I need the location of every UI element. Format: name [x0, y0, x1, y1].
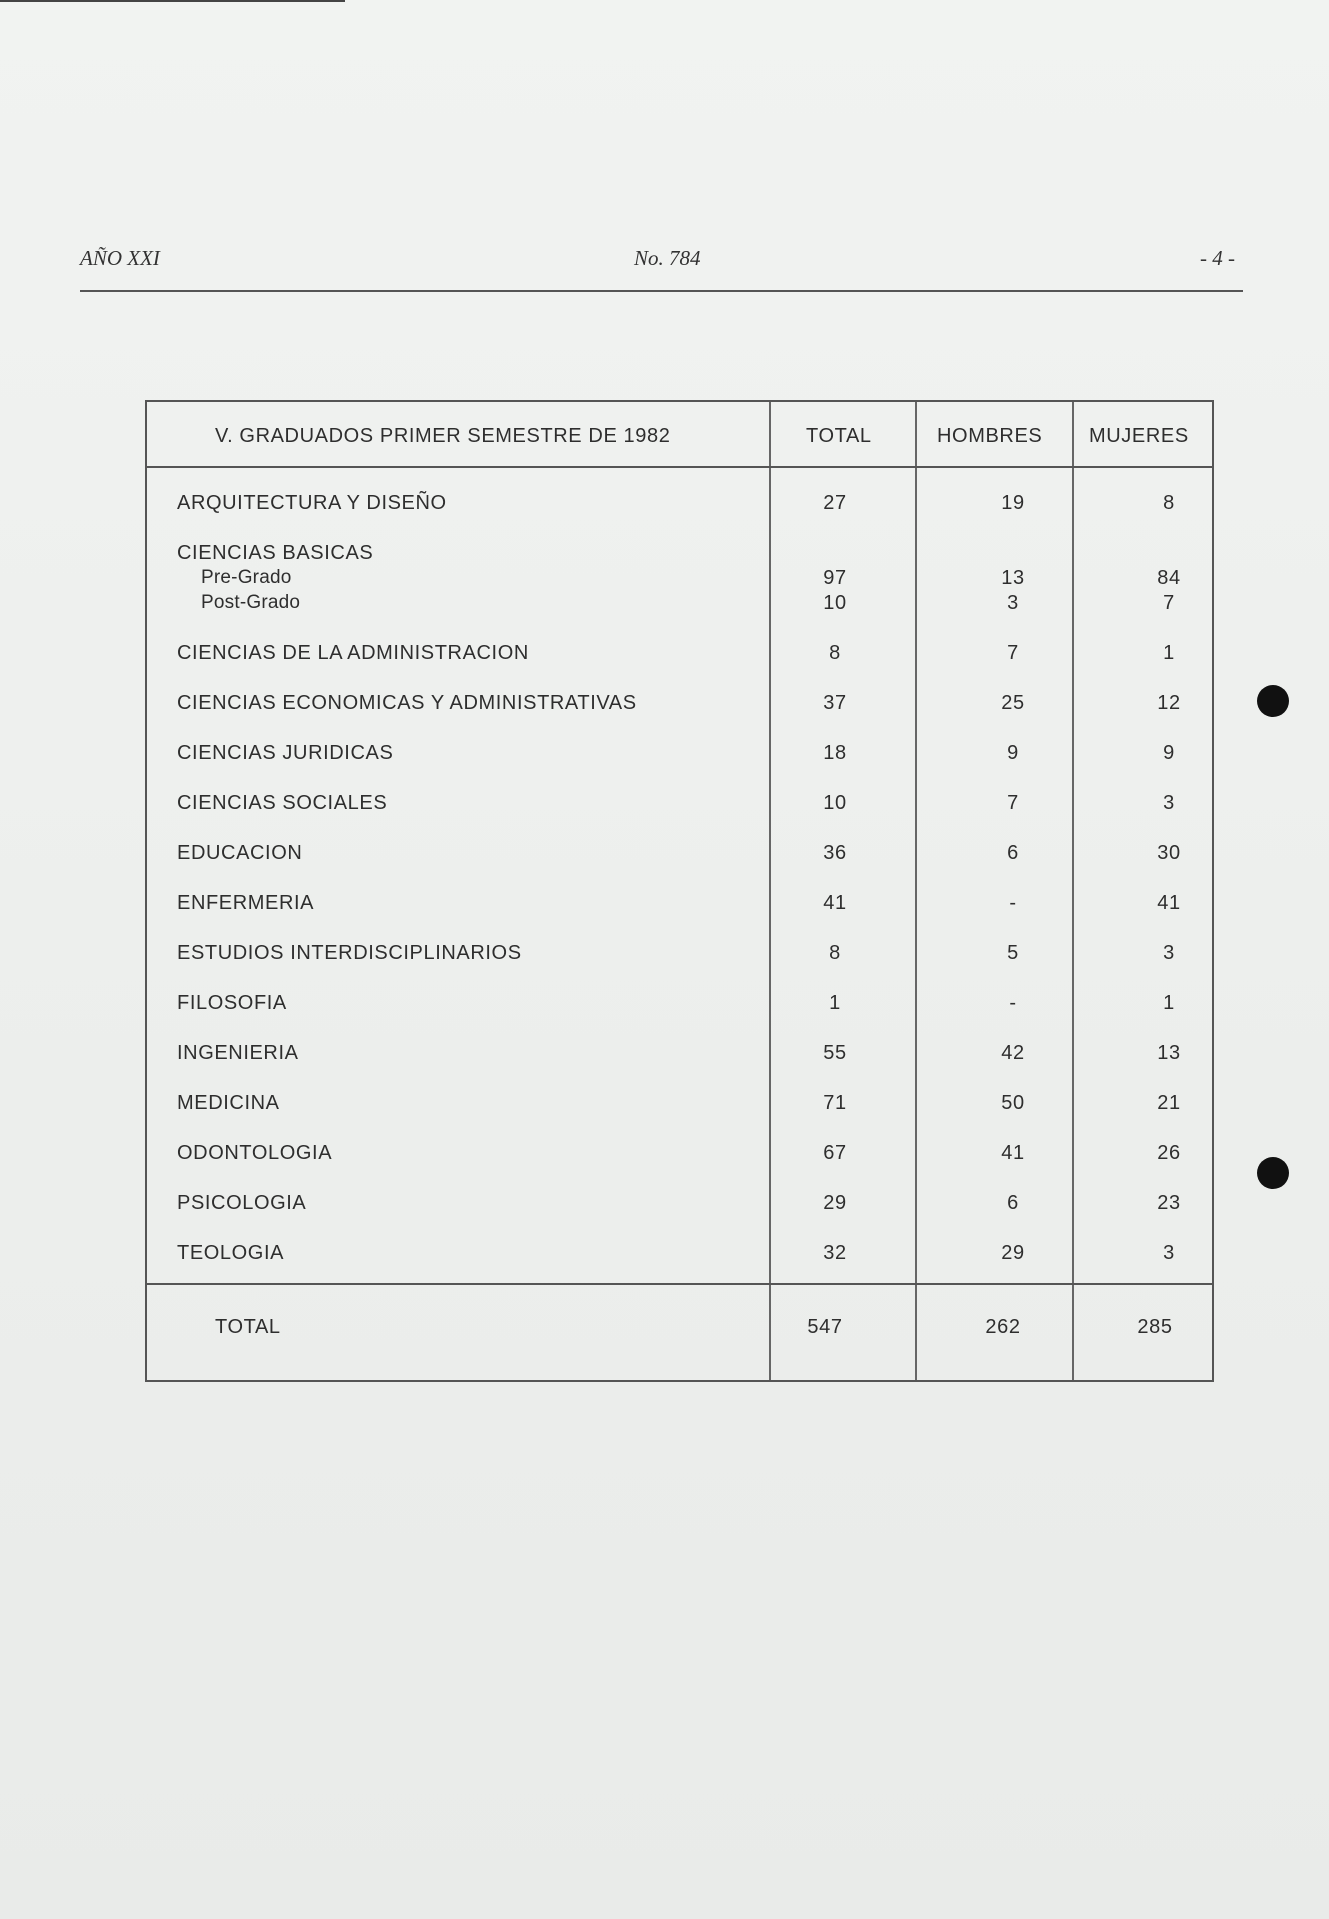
- cell-total: 10: [823, 792, 847, 814]
- cell-total: 41: [823, 892, 847, 914]
- cell-mujeres: 3: [1163, 792, 1175, 814]
- row-label: EDUCACION: [177, 842, 303, 864]
- cell-total: 32: [823, 1242, 847, 1264]
- column-divider: [1072, 402, 1074, 1380]
- cell-total: 36: [823, 842, 847, 864]
- cell-mujeres: 9: [1163, 742, 1175, 764]
- row-label: TEOLOGIA: [177, 1242, 285, 1264]
- row-label: CIENCIAS JURIDICAS: [177, 742, 394, 764]
- cell-hombres: 6: [1007, 842, 1019, 864]
- cell-total: 10: [823, 592, 847, 614]
- cell-mujeres: 1: [1163, 642, 1175, 664]
- cell-hombres: 42: [1001, 1042, 1025, 1064]
- cell-total: 8: [829, 642, 841, 664]
- punch-hole: [1257, 1157, 1289, 1189]
- cell-total: 27: [823, 492, 847, 514]
- header-divider: [147, 466, 1212, 468]
- cell-hombres: 50: [1001, 1092, 1025, 1114]
- header-year: AÑO XXI: [80, 246, 160, 270]
- sub-row-label: Post-Grado: [201, 592, 301, 613]
- cell-hombres: 29: [1001, 1242, 1025, 1264]
- column-header-total: TOTAL: [806, 425, 872, 447]
- cell-total: 67: [823, 1142, 847, 1164]
- cell-hombres: -: [1009, 992, 1017, 1014]
- header-issue: No. 784: [634, 246, 701, 270]
- cell-mujeres: 1: [1163, 992, 1175, 1014]
- cell-hombres: 5: [1007, 942, 1019, 964]
- cell-hombres: 3: [1007, 592, 1019, 614]
- column-divider: [769, 402, 771, 1380]
- cell-hombres: 6: [1007, 1192, 1019, 1214]
- header-page-number: - 4 -: [1200, 246, 1235, 270]
- cell-total: 97: [823, 567, 847, 589]
- column-divider: [915, 402, 917, 1380]
- totals-hombres: 262: [985, 1316, 1021, 1338]
- row-label: CIENCIAS BASICAS: [177, 542, 374, 564]
- column-header-mujeres: MUJERES: [1089, 425, 1189, 447]
- cell-hombres: 9: [1007, 742, 1019, 764]
- cell-mujeres: 84: [1157, 567, 1181, 589]
- row-label: CIENCIAS ECONOMICAS Y ADMINISTRATIVAS: [177, 692, 637, 714]
- table-title: V. GRADUADOS PRIMER SEMESTRE DE 1982: [215, 425, 671, 447]
- row-label: ESTUDIOS INTERDISCIPLINARIOS: [177, 942, 522, 964]
- column-header-hombres: HOMBRES: [937, 425, 1043, 447]
- row-label: ENFERMERIA: [177, 892, 315, 914]
- totals-divider: [147, 1283, 1212, 1285]
- totals-label: TOTAL: [215, 1316, 281, 1338]
- row-label: MEDICINA: [177, 1092, 280, 1114]
- cell-mujeres: 26: [1157, 1142, 1181, 1164]
- cell-mujeres: 7: [1163, 592, 1175, 614]
- cell-total: 71: [823, 1092, 847, 1114]
- cell-mujeres: 3: [1163, 942, 1175, 964]
- cell-hombres: 41: [1001, 1142, 1025, 1164]
- row-label: CIENCIAS SOCIALES: [177, 792, 388, 814]
- cell-mujeres: 21: [1157, 1092, 1181, 1114]
- cell-hombres: 19: [1001, 492, 1025, 514]
- cell-mujeres: 23: [1157, 1192, 1181, 1214]
- row-label: PSICOLOGIA: [177, 1192, 307, 1214]
- cell-total: 18: [823, 742, 847, 764]
- cell-mujeres: 41: [1157, 892, 1181, 914]
- punch-hole: [1257, 685, 1289, 717]
- cell-hombres: -: [1009, 892, 1017, 914]
- sub-row-label: Pre-Grado: [201, 567, 292, 588]
- header-rule: [80, 290, 1243, 292]
- totals-total: 547: [807, 1316, 843, 1338]
- cell-hombres: 7: [1007, 642, 1019, 664]
- cell-mujeres: 12: [1157, 692, 1181, 714]
- scan-edge: [0, 0, 345, 2]
- row-label: CIENCIAS DE LA ADMINISTRACION: [177, 642, 529, 664]
- row-label: ODONTOLOGIA: [177, 1142, 333, 1164]
- row-label: INGENIERIA: [177, 1042, 299, 1064]
- cell-mujeres: 13: [1157, 1042, 1181, 1064]
- cell-mujeres: 30: [1157, 842, 1181, 864]
- cell-hombres: 13: [1001, 567, 1025, 589]
- row-label: FILOSOFIA: [177, 992, 287, 1014]
- cell-mujeres: 3: [1163, 1242, 1175, 1264]
- cell-mujeres: 8: [1163, 492, 1175, 514]
- totals-mujeres: 285: [1137, 1316, 1173, 1338]
- cell-hombres: 7: [1007, 792, 1019, 814]
- cell-total: 8: [829, 942, 841, 964]
- cell-total: 55: [823, 1042, 847, 1064]
- cell-total: 37: [823, 692, 847, 714]
- cell-hombres: 25: [1001, 692, 1025, 714]
- cell-total: 29: [823, 1192, 847, 1214]
- graduates-table: [145, 400, 1214, 1382]
- row-label: ARQUITECTURA Y DISEÑO: [177, 492, 447, 514]
- cell-total: 1: [829, 992, 841, 1014]
